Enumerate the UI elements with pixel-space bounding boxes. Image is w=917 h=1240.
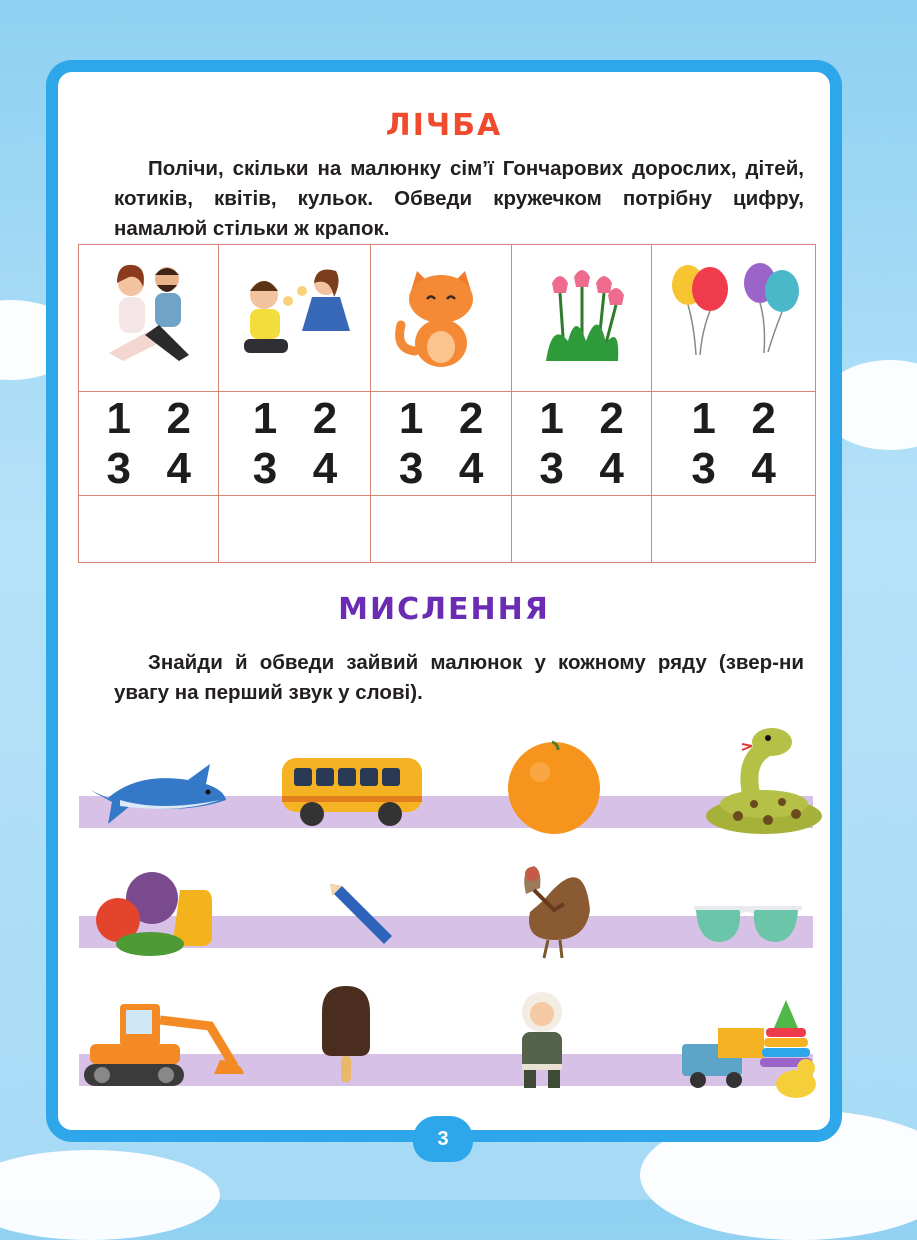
shark-icon[interactable]: [80, 760, 230, 830]
turkey-icon[interactable]: [504, 860, 594, 960]
dots-answer-cell[interactable]: [219, 496, 371, 563]
number-1[interactable]: 1: [691, 393, 716, 443]
number-4[interactable]: 4: [458, 443, 484, 493]
number-2[interactable]: 2: [458, 393, 484, 443]
snake-icon[interactable]: [698, 724, 828, 836]
balloons-icon: [664, 261, 804, 371]
tulips-icon: [532, 261, 632, 371]
pencil-icon[interactable]: [326, 878, 396, 950]
worksheet-frame: [46, 60, 842, 1142]
number-1[interactable]: 1: [539, 393, 564, 443]
thinking-title: МИСЛЕННЯ: [338, 592, 550, 627]
number-3[interactable]: 3: [398, 443, 424, 493]
thinking-instruction: Знайди й обведи зайвий малюнок у кожному ряду (звер-ни увагу на перший звук у слові).: [114, 651, 804, 704]
vegetables-icon[interactable]: [88, 868, 218, 960]
picture-cell-cat: [371, 245, 511, 392]
number-4[interactable]: 4: [599, 443, 624, 493]
picture-cell-adults: [79, 245, 219, 392]
page-number: 3: [413, 1116, 473, 1162]
children-pair-icon: [230, 261, 360, 371]
toys-icon[interactable]: [678, 998, 818, 1104]
number-2[interactable]: 2: [599, 393, 624, 443]
number-choice-cell[interactable]: [511, 392, 651, 496]
picture-cell-balloons: [652, 245, 816, 392]
number-choice-cell[interactable]: [219, 392, 371, 496]
number-4[interactable]: 4: [166, 443, 191, 493]
dots-answer-cell[interactable]: [511, 496, 651, 563]
number-3[interactable]: 3: [691, 443, 716, 493]
sunglasses-icon[interactable]: [692, 904, 802, 952]
popsicle-icon[interactable]: [316, 984, 376, 1084]
number-4[interactable]: 4: [751, 443, 776, 493]
number-choice-cell[interactable]: [79, 392, 219, 496]
adults-couple-icon: [89, 261, 209, 371]
picture-cell-tulips: [511, 245, 651, 392]
number-2[interactable]: 2: [166, 393, 191, 443]
number-choice-cell[interactable]: [652, 392, 816, 496]
number-choice-cell[interactable]: [371, 392, 511, 496]
counting-table: [78, 244, 816, 563]
counting-title: ЛІЧБА: [385, 108, 503, 143]
dots-answer-cell[interactable]: [371, 496, 511, 563]
counting-instruction: Полічи, скільки на малюнку сім’ї Гончарових дорослих, дітей, котиків, квітів, кульок. Обведи кружечком потрібну цифру, намалюй стільки ж крапок.: [114, 157, 804, 240]
number-2[interactable]: 2: [751, 393, 776, 443]
number-2[interactable]: 2: [312, 393, 338, 443]
number-1[interactable]: 1: [252, 393, 278, 443]
cat-icon: [391, 261, 491, 371]
picture-cell-children: [219, 245, 371, 392]
dots-answer-cell[interactable]: [652, 496, 816, 563]
dots-answer-cell[interactable]: [79, 496, 219, 563]
bus-icon[interactable]: [278, 752, 426, 830]
excavator-icon[interactable]: [80, 990, 250, 1092]
cloud-decoration: [0, 1150, 220, 1240]
number-3[interactable]: 3: [539, 443, 564, 493]
number-1[interactable]: 1: [398, 393, 424, 443]
number-4[interactable]: 4: [312, 443, 338, 493]
orange-icon[interactable]: [504, 736, 604, 836]
number-3[interactable]: 3: [252, 443, 278, 493]
number-3[interactable]: 3: [106, 443, 131, 493]
number-1[interactable]: 1: [106, 393, 131, 443]
eskimo-icon[interactable]: [508, 990, 578, 1092]
